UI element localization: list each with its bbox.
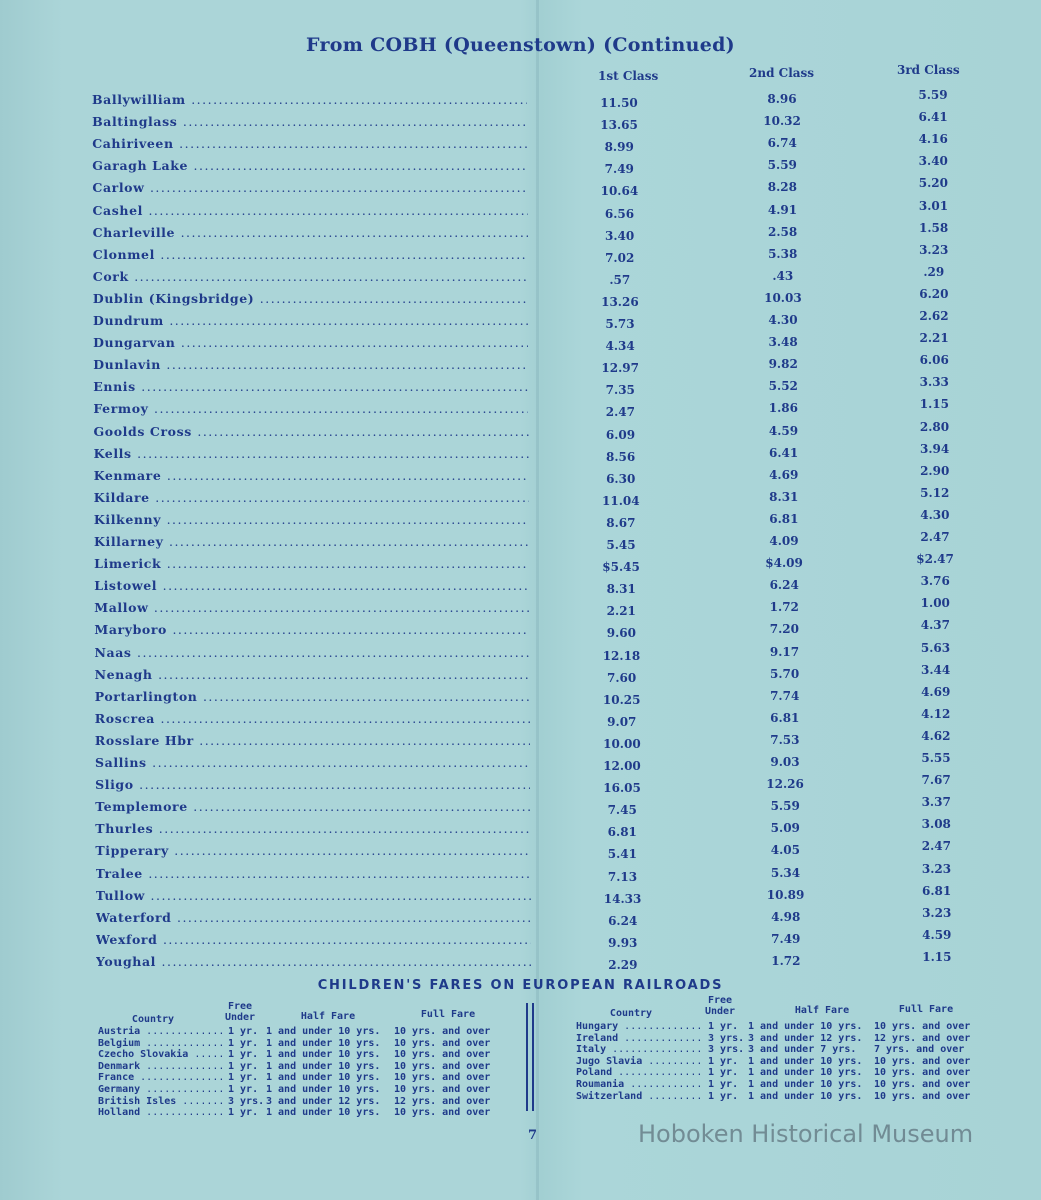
free-under-age: 1 yr. bbox=[228, 1049, 259, 1061]
fare-first-class: 7.35 bbox=[605, 383, 635, 398]
station-name: Ennis ..... bbox=[93, 379, 528, 394]
station-name: Roscrea ..... bbox=[95, 711, 530, 726]
fare-first-class: 14.33 bbox=[603, 891, 642, 906]
museum-watermark: Hoboken Historical Museum bbox=[638, 1120, 974, 1148]
fare-third-class: .29 bbox=[923, 264, 945, 279]
fare-first-class: 6.30 bbox=[606, 471, 636, 486]
fare-third-class: 2.80 bbox=[919, 419, 950, 434]
fare-second-class: 8.31 bbox=[769, 489, 799, 504]
free-under-age: 1 yr. bbox=[228, 1084, 259, 1095]
fare-first-class: 5.41 bbox=[607, 847, 637, 862]
fare-first-class: 16.05 bbox=[603, 781, 641, 796]
fare-first-class: 13.65 bbox=[600, 118, 638, 133]
fare-row bbox=[94, 530, 984, 554]
half-fare-range: 1 and under 10 yrs. bbox=[748, 1055, 863, 1067]
fare-row bbox=[95, 795, 985, 819]
fare-second-class: 5.52 bbox=[768, 379, 798, 394]
table-divider bbox=[532, 1003, 534, 1111]
full-fare-range: 10 yrs. and over bbox=[874, 1055, 971, 1067]
half-fare-range: 1 and under 10 yrs. bbox=[266, 1037, 381, 1049]
fare-first-class: 7.60 bbox=[606, 670, 637, 685]
fare-row bbox=[95, 861, 986, 886]
fare-third-class: 5.55 bbox=[921, 751, 951, 765]
fare-second-class: 5.59 bbox=[767, 158, 797, 173]
full-fare-range: 10 yrs. and over bbox=[394, 1037, 491, 1049]
free-under-age: 3 yrs. bbox=[708, 1044, 745, 1056]
column-header-second-class: 2nd Class bbox=[749, 66, 815, 80]
full-fare-range: 10 yrs. and over bbox=[394, 1084, 491, 1095]
header-full-fare: Full Fare bbox=[898, 1004, 954, 1015]
fare-first-class: 10.25 bbox=[602, 692, 641, 707]
half-fare-range: 3 and under 12 yrs. bbox=[748, 1032, 863, 1044]
station-name: Youghal ..... bbox=[96, 954, 531, 969]
country-name: Austria ..... bbox=[98, 1026, 223, 1037]
fare-first-class: 8.31 bbox=[606, 582, 636, 597]
header-free: Free bbox=[707, 995, 733, 1006]
fare-third-class: 3.40 bbox=[918, 154, 948, 169]
free-under-age: 3 yrs. bbox=[708, 1032, 745, 1044]
station-name: Thurles ..... bbox=[95, 821, 530, 836]
fare-row bbox=[93, 463, 984, 488]
fare-first-class: 9.60 bbox=[606, 626, 636, 641]
free-under-age: 1 yr. bbox=[228, 1107, 259, 1119]
header-full-fare: Full Fare bbox=[420, 1009, 476, 1020]
free-under-age: 1 yr. bbox=[228, 1037, 259, 1049]
fare-third-class: 6.81 bbox=[921, 883, 952, 898]
fare-third-class: 6.20 bbox=[919, 286, 949, 301]
fare-second-class: 7.74 bbox=[770, 688, 800, 703]
half-fare-range: 1 and under 10 yrs. bbox=[266, 1084, 381, 1095]
fare-second-class: 4.59 bbox=[768, 423, 799, 438]
fare-first-class: 2.21 bbox=[606, 604, 636, 619]
half-fare-range: 1 and under 10 yrs. bbox=[748, 1079, 863, 1090]
half-fare-range: 3 and under 12 yrs. bbox=[266, 1095, 381, 1107]
station-name: Cahiriveen ..... bbox=[92, 136, 527, 151]
half-fare-range: 1 and under 10 yrs. bbox=[266, 1060, 381, 1072]
fare-row bbox=[95, 949, 986, 974]
fare-first-class: 9.93 bbox=[608, 935, 638, 950]
children-fare-row bbox=[576, 1067, 996, 1078]
fare-third-class: 1.00 bbox=[920, 596, 950, 611]
fare-first-class: 7.02 bbox=[605, 250, 635, 265]
full-fare-range: 12 yrs. and over bbox=[874, 1032, 971, 1044]
station-name: Carlow ..... bbox=[92, 180, 527, 195]
page-number: 7 bbox=[528, 1128, 538, 1143]
fare-second-class: 2.58 bbox=[767, 224, 798, 239]
fare-row bbox=[94, 596, 984, 620]
station-name: Fermoy ..... bbox=[93, 401, 528, 416]
full-fare-range: 10 yrs. and over bbox=[874, 1067, 971, 1079]
fare-first-class: 6.81 bbox=[607, 825, 637, 840]
fare-row bbox=[95, 773, 985, 797]
full-fare-range: 12 yrs. and over bbox=[394, 1095, 491, 1107]
fare-second-class: 9.03 bbox=[770, 755, 800, 769]
station-name: Cork ..... bbox=[93, 269, 528, 284]
fare-first-class: 8.56 bbox=[605, 449, 636, 464]
station-name: Portarlington ..... bbox=[95, 689, 530, 704]
fare-second-class: 6.81 bbox=[769, 511, 799, 526]
fare-row bbox=[95, 883, 986, 908]
fare-second-class: 4.69 bbox=[769, 467, 799, 482]
full-fare-range: 10 yrs. and over bbox=[874, 1021, 971, 1032]
header-country: Country bbox=[131, 1014, 175, 1025]
fare-first-class: 8.99 bbox=[604, 140, 634, 155]
fare-second-class: 5.34 bbox=[770, 865, 801, 880]
fare-first-class: 6.09 bbox=[605, 427, 636, 442]
fare-third-class: 4.69 bbox=[921, 684, 951, 699]
fare-second-class: 10.32 bbox=[763, 114, 801, 129]
fare-third-class: 3.94 bbox=[919, 441, 950, 456]
station-name: Kenmare ..... bbox=[94, 468, 529, 483]
country-name: France ..... bbox=[98, 1072, 223, 1083]
fare-row bbox=[94, 618, 984, 642]
free-under-age: 1 yr. bbox=[708, 1021, 739, 1032]
fare-third-class: 4.59 bbox=[922, 927, 952, 942]
fare-row bbox=[92, 176, 982, 200]
fare-row bbox=[92, 154, 982, 178]
fare-row bbox=[93, 441, 984, 466]
page-title: From COBH (Queenstown) (Continued) bbox=[306, 34, 735, 56]
full-fare-range: 10 yrs. and over bbox=[394, 1072, 491, 1084]
children-fares-table-left bbox=[98, 1000, 518, 1118]
fare-first-class: 7.49 bbox=[604, 162, 634, 177]
fare-second-class: 12.26 bbox=[766, 777, 804, 792]
free-under-age: 1 yr. bbox=[228, 1026, 259, 1037]
fare-first-class: 12.18 bbox=[602, 648, 641, 663]
fare-third-class: 4.12 bbox=[921, 706, 951, 721]
fare-third-class: 3.44 bbox=[920, 662, 951, 677]
fare-first-class: 5.73 bbox=[605, 317, 635, 331]
children-fares-table-right bbox=[576, 995, 996, 1113]
fare-first-class: 10.00 bbox=[603, 736, 641, 751]
header-half-fare: Half Fare bbox=[794, 1005, 850, 1016]
fare-third-class: 2.62 bbox=[919, 309, 949, 323]
children-fare-row bbox=[98, 1049, 518, 1060]
half-fare-range: 1 and under 10 yrs. bbox=[748, 1090, 863, 1102]
fare-second-class: 4.05 bbox=[770, 843, 800, 858]
fare-first-class: 13.26 bbox=[601, 294, 639, 309]
station-name: Dublin (Kingsbridge) ..... bbox=[93, 291, 528, 306]
fare-second-class: 6.41 bbox=[768, 445, 799, 460]
country-name: Hungary ..... bbox=[576, 1021, 701, 1032]
fare-second-class: 9.17 bbox=[769, 644, 800, 659]
full-fare-range: 10 yrs. and over bbox=[874, 1079, 971, 1090]
fare-third-class: 2.21 bbox=[919, 331, 949, 346]
fare-row bbox=[95, 839, 985, 863]
country-name: Belgium ..... bbox=[98, 1038, 223, 1049]
fare-third-class: 2.47 bbox=[921, 839, 951, 854]
fare-row bbox=[93, 353, 983, 377]
station-name: Kells ..... bbox=[94, 446, 529, 461]
fare-second-class: 3.48 bbox=[768, 335, 798, 350]
header-country: Country bbox=[609, 1008, 653, 1019]
station-name: Clonmel ..... bbox=[93, 247, 528, 262]
station-name: Tipperary ..... bbox=[95, 843, 530, 858]
fare-row bbox=[94, 728, 985, 753]
fare-row bbox=[94, 552, 984, 576]
half-fare-range: 1 and under 10 yrs. bbox=[266, 1072, 381, 1084]
fare-third-class: 3.08 bbox=[921, 817, 951, 832]
station-name: Tralee ..... bbox=[96, 866, 531, 881]
fare-third-class: 4.30 bbox=[920, 507, 950, 522]
fare-third-class: 1.58 bbox=[918, 220, 949, 235]
fare-row bbox=[94, 662, 985, 687]
fare-second-class: 7.53 bbox=[770, 732, 800, 747]
free-under-age: 1 yr. bbox=[708, 1055, 739, 1067]
full-fare-range: 10 yrs. and over bbox=[394, 1107, 491, 1119]
fare-first-class: 2.47 bbox=[605, 405, 635, 420]
fare-second-class: 6.24 bbox=[769, 578, 799, 593]
fare-first-class: 9.07 bbox=[607, 714, 637, 729]
column-header-first-class: 1st Class bbox=[598, 69, 659, 83]
fare-third-class: 5.59 bbox=[918, 88, 948, 102]
country-name: Italy ..... bbox=[576, 1044, 701, 1055]
children-fare-row bbox=[576, 1021, 996, 1032]
fare-second-class: 8.96 bbox=[767, 92, 797, 106]
station-name: Killarney ..... bbox=[94, 534, 529, 549]
header-half-fare: Half Fare bbox=[300, 1011, 356, 1022]
fare-third-class: 3.23 bbox=[921, 861, 952, 876]
fare-first-class: 7.45 bbox=[607, 803, 637, 818]
fare-row bbox=[95, 751, 985, 775]
fare-row bbox=[92, 88, 982, 112]
half-fare-range: 1 and under 10 yrs. bbox=[266, 1107, 381, 1119]
fare-second-class: $4.09 bbox=[765, 556, 803, 571]
half-fare-range: 1 and under 10 yrs. bbox=[748, 1021, 863, 1032]
full-fare-range: 10 yrs. and over bbox=[394, 1060, 491, 1072]
fare-second-class: 10.89 bbox=[766, 887, 805, 902]
fare-second-class: 5.70 bbox=[769, 666, 800, 681]
children-fares-title: CHILDREN'S FARES ON EUROPEAN RAILROADS bbox=[317, 978, 724, 993]
fare-row bbox=[95, 817, 985, 841]
fare-third-class: 3.33 bbox=[919, 375, 949, 390]
half-fare-range: 1 and under 10 yrs. bbox=[266, 1049, 381, 1061]
fare-second-class: 1.86 bbox=[768, 401, 798, 416]
free-under-age: 1 yr. bbox=[228, 1060, 259, 1072]
fare-third-class: 3.76 bbox=[920, 574, 950, 589]
fare-row bbox=[94, 640, 985, 665]
station-name: Kilkenny ..... bbox=[94, 512, 529, 527]
children-fare-row bbox=[98, 1026, 518, 1037]
children-fare-row bbox=[98, 1061, 518, 1072]
fare-second-class: 6.81 bbox=[770, 710, 800, 725]
fare-first-class: 3.40 bbox=[604, 228, 635, 243]
station-name: Waterford ..... bbox=[96, 910, 531, 925]
station-name: Wexford ..... bbox=[96, 932, 531, 947]
fare-third-class: 3.23 bbox=[922, 905, 952, 920]
fare-second-class: 4.91 bbox=[767, 202, 798, 217]
country-name: Roumania ..... bbox=[576, 1079, 701, 1090]
fare-second-class: 5.09 bbox=[770, 821, 800, 836]
fare-third-class: 4.37 bbox=[920, 618, 950, 633]
country-name: Ireland ..... bbox=[576, 1033, 701, 1044]
fare-second-class: 7.20 bbox=[769, 622, 799, 637]
station-name: Kildare ..... bbox=[94, 490, 529, 505]
fare-first-class: 12.97 bbox=[601, 361, 639, 376]
fare-first-class: 2.29 bbox=[608, 957, 638, 972]
fare-row bbox=[92, 286, 983, 311]
station-name: Cashel ..... bbox=[93, 203, 528, 218]
fare-third-class: 7.67 bbox=[921, 773, 951, 788]
fare-row bbox=[92, 110, 982, 134]
country-name: Holland ..... bbox=[98, 1107, 223, 1118]
header-free-under: Under bbox=[704, 1006, 736, 1017]
table-divider bbox=[526, 1003, 528, 1111]
fare-second-class: 5.38 bbox=[768, 246, 798, 261]
station-name: Dundrum ..... bbox=[93, 313, 528, 328]
fare-row bbox=[93, 507, 984, 532]
children-fare-row bbox=[576, 1056, 996, 1067]
fare-first-class: 6.24 bbox=[608, 913, 638, 928]
fare-first-class: $5.45 bbox=[602, 560, 640, 575]
fare-first-class: 10.64 bbox=[600, 184, 639, 199]
station-name: Limerick ..... bbox=[94, 556, 529, 571]
fare-row bbox=[92, 132, 982, 156]
half-fare-range: 1 and under 10 yrs. bbox=[748, 1067, 863, 1079]
full-fare-range: 7 yrs. and over bbox=[874, 1044, 965, 1056]
fare-third-class: 3.23 bbox=[919, 242, 949, 257]
fare-second-class: 10.03 bbox=[764, 290, 802, 305]
fare-row bbox=[92, 220, 983, 245]
station-name: Templemore ..... bbox=[95, 799, 530, 814]
fare-first-class: 5.45 bbox=[606, 538, 636, 552]
fare-first-class: 11.04 bbox=[602, 493, 640, 508]
fare-row bbox=[95, 905, 986, 930]
country-name: British Isles ..... bbox=[98, 1096, 223, 1107]
children-fare-row bbox=[98, 1038, 518, 1049]
station-name: Charleville ..... bbox=[93, 225, 528, 240]
station-name: Maryboro ..... bbox=[94, 622, 529, 637]
fare-row bbox=[93, 397, 983, 421]
free-under-age: 3 yrs. bbox=[228, 1095, 265, 1107]
station-name: Tullow ..... bbox=[96, 888, 531, 903]
country-name: Jugo Slavia ..... bbox=[576, 1056, 701, 1067]
fare-third-class: 2.47 bbox=[920, 530, 950, 544]
fare-row bbox=[95, 927, 986, 952]
children-fare-row bbox=[98, 1096, 518, 1107]
half-fare-range: 1 and under 10 yrs. bbox=[266, 1026, 381, 1037]
station-name: Sligo ..... bbox=[95, 777, 530, 792]
fare-second-class: 4.30 bbox=[768, 313, 798, 327]
children-fare-row bbox=[98, 1084, 518, 1095]
children-fare-row bbox=[576, 1091, 996, 1102]
fare-third-class: 6.41 bbox=[918, 110, 948, 125]
fare-second-class: 8.28 bbox=[767, 180, 797, 195]
fare-third-class: 4.16 bbox=[918, 132, 948, 147]
station-name: Dunlavin ..... bbox=[93, 357, 528, 372]
header-free-under: Under bbox=[224, 1012, 256, 1023]
fare-third-class: 1.15 bbox=[922, 949, 952, 964]
children-fare-row bbox=[576, 1079, 996, 1090]
fare-first-class: 8.67 bbox=[606, 515, 636, 530]
column-header-third-class: 3rd Class bbox=[897, 63, 960, 77]
fare-third-class: 3.01 bbox=[918, 198, 949, 213]
fare-row bbox=[92, 242, 983, 267]
fare-third-class: 5.20 bbox=[918, 176, 948, 191]
fare-first-class: 4.34 bbox=[605, 339, 635, 354]
fare-row bbox=[94, 706, 985, 731]
children-fare-row bbox=[576, 1033, 996, 1044]
fare-row bbox=[94, 574, 984, 598]
station-name: Naas ..... bbox=[95, 645, 530, 660]
fare-row bbox=[94, 684, 985, 709]
free-under-age: 1 yr. bbox=[708, 1090, 739, 1102]
fare-third-class: 3.37 bbox=[921, 795, 951, 810]
full-fare-range: 10 yrs. and over bbox=[874, 1090, 971, 1102]
country-name: Germany ..... bbox=[98, 1084, 223, 1095]
fare-row bbox=[93, 331, 983, 355]
fare-row bbox=[93, 309, 983, 333]
half-fare-range: 3 and under 7 yrs. bbox=[748, 1044, 857, 1056]
station-name: Mallow ..... bbox=[94, 600, 529, 615]
country-name: Switzerland ..... bbox=[576, 1091, 701, 1102]
fare-row bbox=[93, 485, 984, 510]
fare-row bbox=[93, 375, 983, 399]
station-name: Rosslare Hbr ..... bbox=[95, 733, 530, 748]
fare-third-class: 4.62 bbox=[921, 728, 951, 743]
fare-second-class: .43 bbox=[772, 268, 794, 283]
children-fare-row bbox=[576, 1044, 996, 1055]
children-fare-row bbox=[98, 1072, 518, 1083]
station-name: Nenagh ..... bbox=[95, 667, 530, 682]
fare-third-class: 5.12 bbox=[920, 485, 950, 500]
station-name: Sallins ..... bbox=[95, 755, 530, 770]
fare-row bbox=[92, 198, 983, 223]
fare-third-class: 2.90 bbox=[920, 463, 950, 478]
fare-first-class: 6.56 bbox=[604, 206, 635, 221]
free-under-age: 1 yr. bbox=[228, 1072, 259, 1084]
fare-third-class: $2.47 bbox=[916, 552, 954, 567]
children-fare-row bbox=[98, 1107, 518, 1118]
country-name: Poland ..... bbox=[576, 1067, 701, 1078]
country-name: Czecho Slovakia ..... bbox=[98, 1049, 223, 1060]
fare-row bbox=[93, 419, 984, 444]
fare-second-class: 4.98 bbox=[771, 909, 801, 924]
fare-first-class: 11.50 bbox=[600, 96, 638, 110]
fare-second-class: 9.82 bbox=[768, 357, 798, 372]
fare-third-class: 1.15 bbox=[919, 397, 949, 412]
fare-second-class: 1.72 bbox=[771, 953, 801, 968]
fare-first-class: 7.13 bbox=[607, 869, 638, 884]
station-name: Baltinglass ..... bbox=[92, 114, 527, 129]
header-free: Free bbox=[227, 1001, 253, 1012]
fare-first-class: 12.00 bbox=[603, 759, 641, 773]
fare-row bbox=[92, 264, 983, 289]
full-fare-range: 10 yrs. and over bbox=[394, 1049, 491, 1061]
fare-third-class: 6.06 bbox=[919, 353, 949, 368]
free-under-age: 1 yr. bbox=[708, 1067, 739, 1079]
fare-second-class: 1.72 bbox=[769, 600, 799, 615]
fare-third-class: 5.63 bbox=[920, 640, 951, 655]
station-name: Listowel ..... bbox=[94, 578, 529, 593]
station-name: Ballywilliam ..... bbox=[92, 92, 527, 107]
station-name: Garagh Lake ..... bbox=[92, 158, 527, 173]
fare-second-class: 6.74 bbox=[767, 136, 797, 151]
station-name: Dungarvan ..... bbox=[93, 335, 528, 350]
fare-second-class: 5.59 bbox=[770, 799, 800, 814]
fare-second-class: 7.49 bbox=[771, 931, 801, 946]
country-name: Denmark ..... bbox=[98, 1061, 223, 1072]
fare-first-class: .57 bbox=[609, 272, 631, 287]
fare-second-class: 4.09 bbox=[769, 534, 799, 548]
free-under-age: 1 yr. bbox=[708, 1079, 739, 1090]
full-fare-range: 10 yrs. and over bbox=[394, 1026, 491, 1037]
station-name: Goolds Cross ..... bbox=[94, 424, 529, 439]
